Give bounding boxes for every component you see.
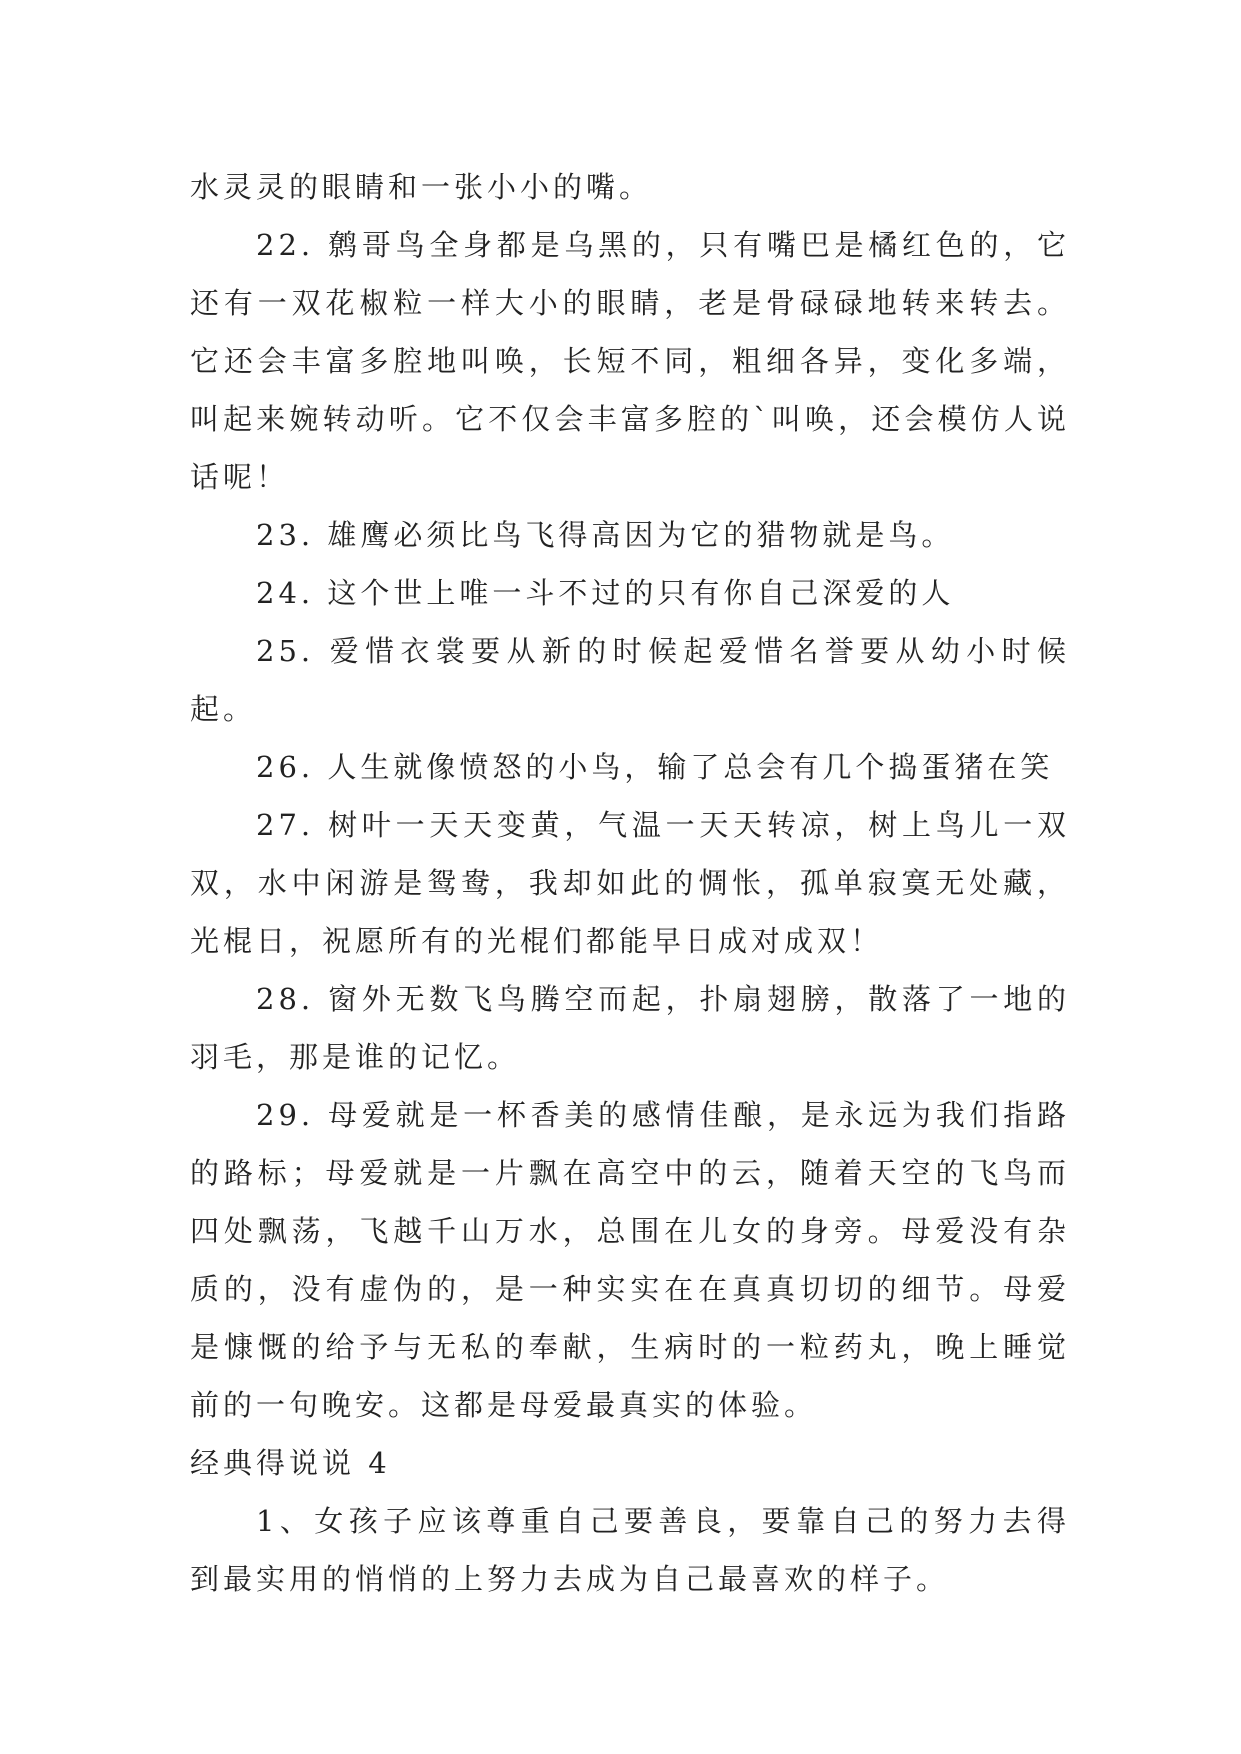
paragraph-22: 22. 鹩哥鸟全身都是乌黑的，只有嘴巴是橘红色的，它还有一双花椒粒一样大小的眼睛，老是骨碌碌地转来转去。它还会丰富多腔地叫唤，长短不同，粗细各异，变化多端，叫起来婉转动听。它不仅会丰富多腔的`叫唤，还会模仿人说话呢！ [190,228,1070,494]
paragraph-28: 28. 窗外无数飞鸟腾空而起，扑扇翅膀，散落了一地的羽毛，那是谁的记忆。 [190,982,1070,1074]
section-paragraph-1: 1、女孩子应该尊重自己要善良，要靠自己的努力去得到最实用的悄悄的上努力去成为自己最喜欢的样子。 [190,1504,1070,1596]
paragraph-24: 24. 这个世上唯一斗不过的只有你自己深爱的人 [256,576,955,610]
paragraph-continuation: 水灵灵的眼睛和一张小小的嘴。 [190,170,653,204]
paragraph-26: 26. 人生就像愤怒的小鸟，输了总会有几个捣蛋猪在笑 [256,750,1054,784]
document-body [190,158,1070,1608]
paragraph-23: 23. 雄鹰必须比鸟飞得高因为它的猎物就是鸟。 [256,518,955,552]
paragraph-29: 29. 母爱就是一杯香美的感情佳酿，是永远为我们指路的路标；母爱就是一片飘在高空中的云，随着天空的飞鸟而四处飘荡，飞越千山万水，总围在儿女的身旁。母爱没有杂质的，没有虚伪的，是一种实实在在真真切切的细节。母爱是慷慨的给予与无私的奉献，生病时的一粒药丸，晚上睡觉前的一句晚安。这都是母爱最真实的体验。 [190,1098,1070,1422]
paragraph-27: 27. 树叶一天天变黄，气温一天天转凉，树上鸟儿一双双，水中闲游是鸳鸯，我却如此的惆怅，孤单寂寞无处藏，光棍日，祝愿所有的光棍们都能早日成对成双！ [190,808,1070,958]
paragraph-25: 25. 爱惜衣裳要从新的时候起爱惜名誉要从幼小时候起。 [190,634,1070,726]
section-heading: 经典得说说 4 [190,1446,391,1480]
